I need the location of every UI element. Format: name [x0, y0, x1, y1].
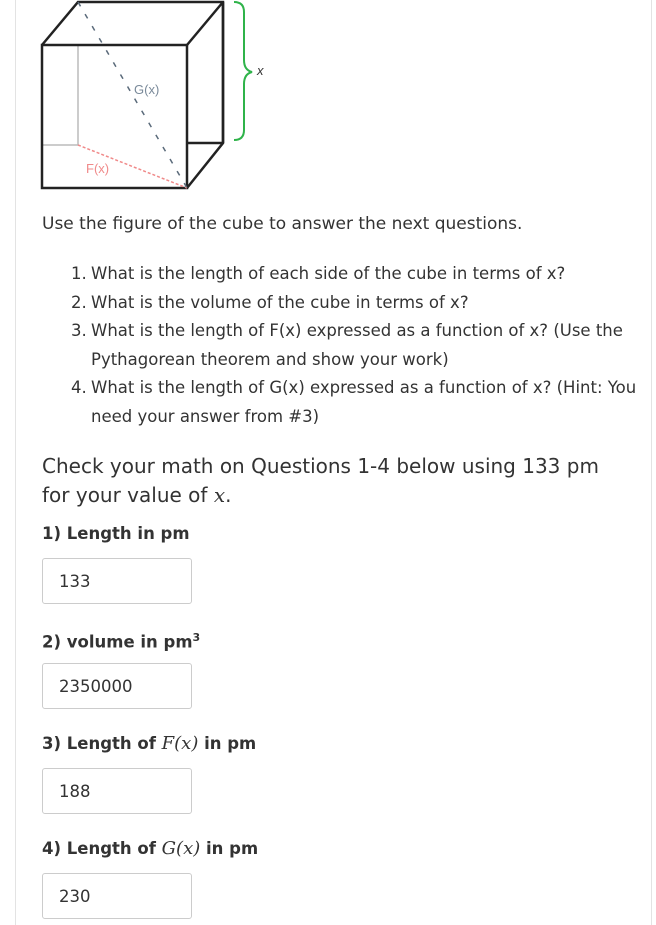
cube-back-edges	[42, 45, 78, 145]
answer-label-1	[42, 523, 190, 545]
answer-input-3[interactable]	[42, 768, 192, 814]
question-number: 2.	[71, 292, 87, 312]
question-number: 1.	[71, 264, 87, 283]
answer-label-text: 1) Length in pm	[42, 524, 190, 543]
question-text: What is the length of each side of the cube in terms of x?	[91, 264, 566, 283]
question-item	[71, 289, 642, 318]
cube-diagram	[38, 0, 278, 195]
x-brace	[234, 2, 252, 140]
answer-input-2[interactable]	[42, 663, 192, 709]
check-period: .	[225, 483, 232, 507]
answer-label-4	[42, 838, 258, 860]
answer-label-2	[42, 627, 200, 654]
answer-label-exponent: 3	[192, 631, 201, 644]
answer-label-text: 4) Length of	[42, 839, 162, 858]
answer-label-suffix: in pm	[200, 839, 259, 858]
question-item	[71, 317, 642, 374]
cube-edges	[42, 2, 223, 188]
question-number: 4.	[71, 378, 87, 397]
question-text: What is the length of F(x) expressed as a function of x? (Use the Pythagorean theorem and show your work)	[91, 321, 623, 369]
fx-label: F(x)	[86, 161, 110, 176]
question-list	[42, 260, 642, 431]
answer-label-math: G(x)	[161, 838, 201, 859]
check-text: Check your math on Questions 1-4 below using 133 pm for your value of	[42, 454, 599, 507]
question-item	[71, 260, 642, 289]
answer-label-math: F(x)	[161, 733, 199, 754]
cube-figure	[38, 0, 278, 195]
check-heading	[42, 452, 632, 510]
question-text: What is the length of G(x) expressed as a function of x? (Hint: You need your answer from #3)	[91, 378, 637, 426]
question-item	[71, 374, 642, 431]
check-variable: x	[213, 483, 226, 507]
gx-label: G(x)	[134, 82, 160, 97]
answer-input-4[interactable]	[42, 873, 192, 919]
answer-label-text: 2) volume in pm	[42, 632, 193, 652]
intro-text: Use the figure of the cube to answer the next questions.	[42, 214, 523, 234]
x-label: x	[257, 63, 264, 78]
answer-label-text: 3) Length of	[42, 734, 162, 753]
question-text: What is the volume of the cube in terms of x?	[91, 292, 469, 312]
answer-label-3	[42, 733, 256, 755]
answer-label-suffix: in pm	[198, 734, 257, 753]
question-number: 3.	[71, 321, 87, 340]
answer-input-1[interactable]	[42, 558, 192, 604]
